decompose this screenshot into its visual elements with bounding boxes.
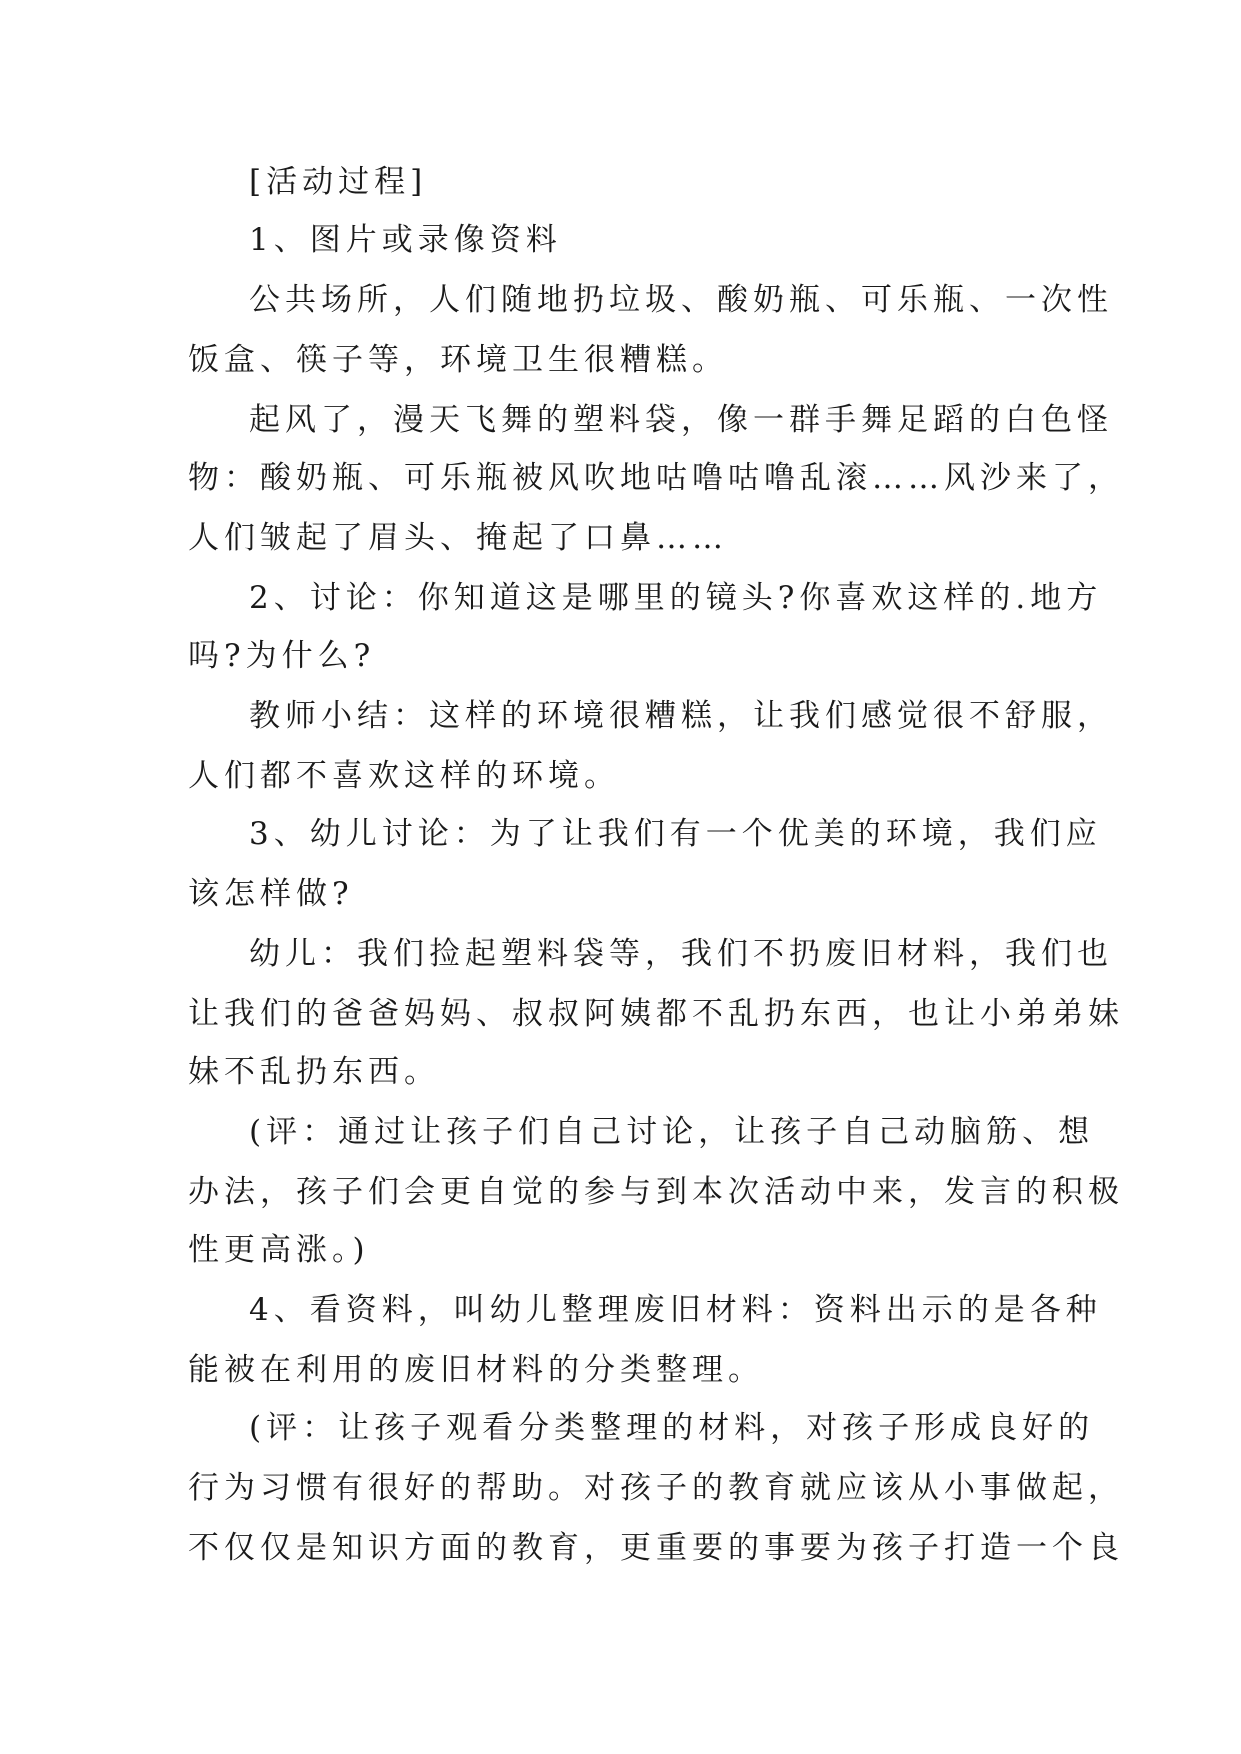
paragraph-line: 该怎样做? [188, 876, 354, 912]
paragraph-line: 公共场所，人们随地扔垃圾、酸奶瓶、可乐瓶、一次性 [249, 282, 1113, 318]
step-2-heading: 2、讨论：你知道这是哪里的镜头?你喜欢这样的.地方 [249, 580, 1103, 616]
section-heading: [活动过程] [249, 164, 428, 200]
paragraph-line: 让我们的爸爸妈妈、叔叔阿姨都不乱扔东西，也让小弟弟妹 [188, 996, 1124, 1032]
step-4-heading: 4、看资料，叫幼儿整理废旧材料：资料出示的是各种 [249, 1292, 1102, 1328]
paragraph-line: 能被在利用的废旧材料的分类整理。 [188, 1352, 764, 1388]
paragraph-line: 吗?为什么? [188, 638, 376, 674]
comment-line: (评：通过让孩子们自己讨论，让孩子自己动脑筋、想 [249, 1114, 1095, 1150]
paragraph-line: 饭盒、筷子等，环境卫生很糟糕。 [188, 342, 728, 378]
paragraph-line: 人们皱起了眉头、掩起了口鼻…… [188, 520, 728, 556]
paragraph-line: 物：酸奶瓶、可乐瓶被风吹地咕噜咕噜乱滚……风沙来了， [188, 460, 1124, 496]
comment-line: 行为习惯有很好的帮助。对孩子的教育就应该从小事做起， [188, 1470, 1124, 1506]
paragraph-line: 幼儿：我们捡起塑料袋等，我们不扔废旧材料，我们也 [249, 936, 1113, 972]
step-1-heading: 1、图片或录像资料 [249, 222, 562, 258]
comment-line: 不仅仅是知识方面的教育，更重要的事要为孩子打造一个良 [188, 1530, 1124, 1566]
paragraph-line: 起风了，漫天飞舞的塑料袋，像一群手舞足蹈的白色怪 [249, 402, 1113, 438]
comment-line: 办法，孩子们会更自觉的参与到本次活动中来，发言的积极 [188, 1174, 1124, 1210]
comment-line: 性更高涨。) [188, 1232, 370, 1268]
step-3-heading: 3、幼儿讨论：为了让我们有一个优美的环境，我们应 [249, 816, 1102, 852]
paragraph-line: 教师小结：这样的环境很糟糕，让我们感觉很不舒服， [249, 698, 1113, 734]
paragraph-line: 妹不乱扔东西。 [188, 1054, 440, 1090]
paragraph-line: 人们都不喜欢这样的环境。 [188, 758, 620, 794]
comment-line: (评：让孩子观看分类整理的材料，对孩子形成良好的 [249, 1410, 1095, 1446]
